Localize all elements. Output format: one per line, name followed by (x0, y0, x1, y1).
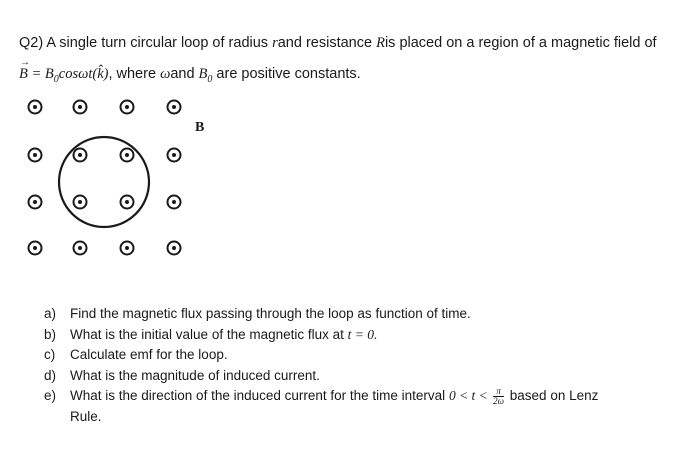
omega-symbol: ω (160, 66, 171, 82)
question-mid: and resistance (277, 35, 377, 51)
field-label: B (195, 120, 205, 135)
part-marker: b) (44, 326, 57, 342)
field-out-of-page-icon (121, 101, 134, 114)
k-hat: (k̂) (92, 66, 109, 82)
part-a (44, 304, 598, 325)
question-suffix: is placed on a region of a magnetic field of (384, 35, 657, 51)
part-math: 0 < t < (448, 388, 492, 403)
where-text: , where (108, 66, 161, 82)
field-out-of-page-icon (168, 242, 181, 255)
part-text: What is the initial value of the magnetic flux at (70, 326, 348, 342)
part-marker: e) (44, 388, 57, 403)
part-text: What is the direction of the induced current for the time interval (70, 388, 449, 403)
field-out-of-page-icon (121, 196, 134, 209)
circular-loop (59, 137, 149, 227)
part-marker: a) (44, 306, 57, 321)
cos-term: cosωt (58, 66, 93, 82)
b0-subscript-2: 0 (207, 73, 213, 85)
question-prefix: Q2) A single turn circular loop of radius (19, 35, 273, 51)
equals-sign: = (27, 66, 45, 82)
field-out-of-page-icon (29, 101, 42, 114)
part-d (44, 366, 598, 387)
field-out-of-page-icon (74, 149, 87, 162)
part-e (44, 386, 598, 427)
field-out-of-page-icon (29, 196, 42, 209)
part-math: t = 0. (347, 326, 378, 342)
and-text: and (170, 66, 199, 82)
field-out-of-page-icon (121, 149, 134, 162)
b0-subscript: 0 (53, 73, 59, 85)
frac-denominator: 2ω (493, 395, 505, 406)
part-marker: d) (44, 367, 57, 383)
field-vector-symbol: → B (19, 65, 28, 83)
b0-symbol: B (44, 66, 54, 82)
field-out-of-page-icon (168, 196, 181, 209)
constants-text: are positive constants. (212, 66, 361, 82)
b0-symbol-2: B (198, 66, 208, 82)
part-marker: c) (44, 347, 56, 362)
field-out-of-page-icon (74, 242, 87, 255)
resistance-symbol: R (376, 35, 385, 51)
part-text-end: Rule. (70, 408, 102, 424)
part-c (44, 345, 598, 366)
part-text: Calculate emf for the loop. (70, 347, 228, 362)
part-text: Find the magnetic flux passing through the loop as function of time. (70, 306, 471, 321)
field-out-of-page-icon (121, 242, 134, 255)
field-out-of-page-icon (168, 101, 181, 114)
radius-symbol: r (272, 35, 278, 51)
field-out-of-page-icon (29, 242, 42, 255)
question-parts (44, 304, 598, 427)
field-out-of-page-icon (74, 101, 87, 114)
part-text-cont: based on Lenz (506, 388, 599, 403)
part-b (44, 325, 598, 346)
frac-numerator: π (493, 387, 504, 397)
pi-over-2omega (493, 387, 504, 406)
part-text: What is the magnitude of induced current. (70, 367, 320, 383)
field-out-of-page-icon (29, 149, 42, 162)
field-out-of-page-icon (74, 196, 87, 209)
field-out-of-page-icon (168, 149, 181, 162)
